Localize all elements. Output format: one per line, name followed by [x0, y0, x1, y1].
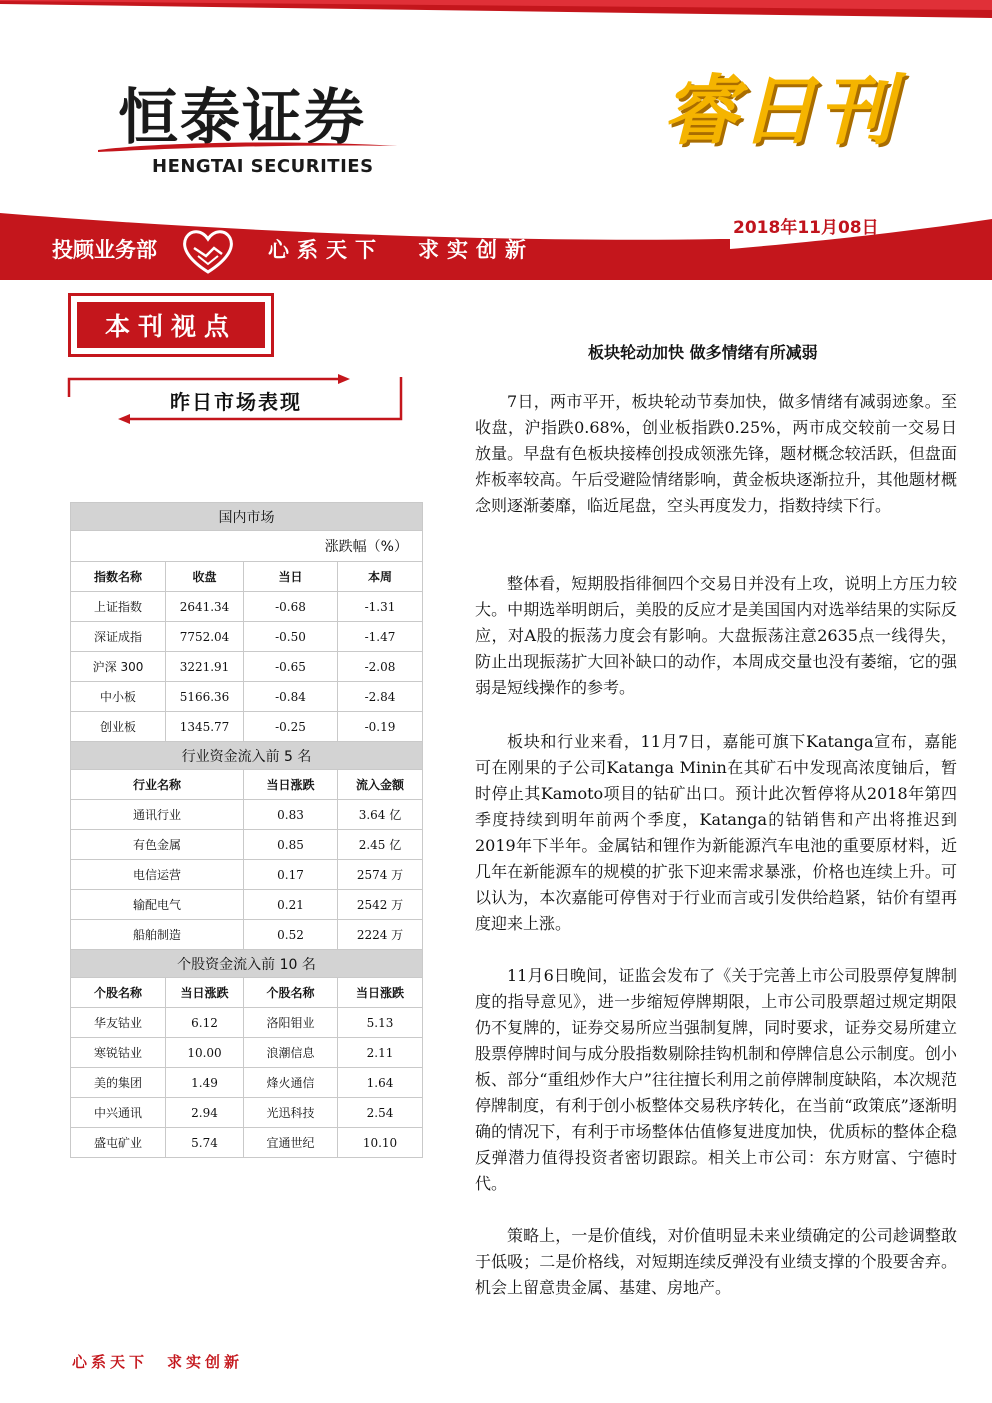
weekly-change: -0.19 — [338, 712, 423, 742]
article-paragraph: 11月6日晚间，证监会发布了《关于完善上市公司股票停复牌制度的指导意见》，进一步缩短停牌期限，上市公司股票超过规定期限仍不复牌的，证券交易所应当强制复牌，同时要求，证券交易所建立股票停牌时间与成分股指数剔除挂钩机制和停牌信息公示制度。创小板、部分“重组炒作大户”往往擅长利用之前停牌制度缺陷，本次规范停牌制度，有利于创小板整体交易秩序转化，在当前“政策底”逐渐明确的情况下，有利于市场整体估值修复进度加快，优质标的整体企稳反弹潜力值得投资者密切跟踪。相关上市公司：东方财富、宁德时代。 — [475, 966, 957, 1193]
issue-date: 2018年11月08日 — [733, 218, 879, 238]
industry-name: 输配电气 — [71, 890, 244, 920]
stock-name: 烽火通信 — [244, 1068, 338, 1098]
close-value: 2641.34 — [166, 592, 244, 622]
table-row — [71, 652, 423, 682]
daily-change: 0.17 — [244, 860, 338, 890]
table-row — [71, 622, 423, 652]
daily-change: 2.54 — [338, 1098, 423, 1128]
column-header: 本周 — [338, 562, 423, 592]
article-paragraph: 整体看，短期股指徘徊四个交易日并没有上攻，说明上方压力较大。中期选举明朗后，美股的反应才是美国国内对选举结果的实际反应，对A股的振荡力度会有影响。大盘振荡注意2635点一线得失，防止出现振荡扩大回补缺口的动作，本周成交量也没有萎缩，它的强弱是短线操作的参考。 — [475, 574, 957, 697]
weekly-change: -1.31 — [338, 592, 423, 622]
stock-name: 宜通世纪 — [244, 1128, 338, 1158]
stock-header-row — [71, 978, 423, 1008]
daily-change: 0.85 — [244, 830, 338, 860]
motto-part-2: 求实创新 — [418, 238, 534, 262]
article-paragraph: 策略上，一是价值线，对价值明显未来业绩确定的公司趁调整敢于低吸；二是价格线，对短期连续反弹没有业绩支撑的个股要舍弃。机会上留意贵金属、基建、房地产。 — [475, 1226, 957, 1297]
table-row — [71, 1038, 423, 1068]
daily-change: 5.74 — [166, 1128, 244, 1158]
daily-change: 0.21 — [244, 890, 338, 920]
stock-name: 浪潮信息 — [244, 1038, 338, 1068]
column-header: 行业名称 — [71, 770, 244, 800]
index-header-row — [71, 562, 423, 592]
index-name: 上证指数 — [71, 592, 166, 622]
close-value: 1345.77 — [166, 712, 244, 742]
inflow-amount: 2224 万 — [338, 920, 423, 950]
index-name: 创业板 — [71, 712, 166, 742]
daily-change: 2.94 — [166, 1098, 244, 1128]
column-header: 指数名称 — [71, 562, 166, 592]
article-paragraph: 板块和行业来看，11月7日，嘉能可旗下Katanga宣布，嘉能可在刚果的子公司Katanga Minin在其矿石中发现高浓度铀后，暂时停止其Kamoto项目的钴矿出口。预计此次暂停将从2018年第四季度持续到明年前两个季度，Katanga的钴销售和产出将推迟到2019年下半年。金属钴和锂作为新能源汽车电池的重要原材料，近几年在新能源车的规模的扩张下迎来需求暴涨，价格也连续上升。可以认为，本次嘉能可停售对于行业而言或引发供给趋紧，钴价有望再度迎来上涨。 — [475, 732, 957, 933]
stock-name: 华友钴业 — [71, 1008, 166, 1038]
table-row — [71, 830, 423, 860]
industry-name: 船舶制造 — [71, 920, 244, 950]
column-header: 当日涨跌 — [338, 978, 423, 1008]
stock-name: 盛屯矿业 — [71, 1128, 166, 1158]
stock-name: 洛阳钼业 — [244, 1008, 338, 1038]
industry-name: 电信运营 — [71, 860, 244, 890]
daily-change: -0.65 — [244, 652, 338, 682]
stock-name: 光迅科技 — [244, 1098, 338, 1128]
close-value: 3221.91 — [166, 652, 244, 682]
department-name: 投顾业务部 — [52, 238, 157, 262]
table-row — [71, 860, 423, 890]
stock-inflow-heading: 个股资金流入前 10 名 — [71, 950, 423, 978]
table-row — [71, 682, 423, 712]
daily-change: 5.13 — [338, 1008, 423, 1038]
table-row — [71, 1068, 423, 1098]
column-header: 流入金额 — [338, 770, 423, 800]
daily-change: 2.11 — [338, 1038, 423, 1068]
close-value: 7752.04 — [166, 622, 244, 652]
index-name: 沪深 300 — [71, 652, 166, 682]
table-row — [71, 800, 423, 830]
article-title: 板块轮动加快 做多情绪有所减弱 — [588, 343, 818, 362]
article-paragraph: 7日，两市平开，板块轮动节奏加快，做多情绪有减弱迹象。至收盘，沪指跌0.68%，创业板指跌0.25%，两市成交较前一交易日放量。早盘有色板块接棒创投成领涨先锋，题材概念较活跃，但盘面炸板率较高。午后受避险情绪影响，黄金板块逐渐拉升，其他题材概念则逐渐萎靡，临近尾盘，空头再度发力，指数持续下行。 — [475, 392, 957, 515]
industry-header-row — [71, 770, 423, 800]
daily-change: 10.10 — [338, 1128, 423, 1158]
stock-name: 中兴通讯 — [71, 1098, 166, 1128]
section-title: 本刊视点 — [104, 312, 237, 341]
table-row — [71, 920, 423, 950]
daily-change: 0.83 — [244, 800, 338, 830]
change-unit-label: 涨跌幅（%） — [71, 531, 423, 562]
inflow-amount: 2.45 亿 — [338, 830, 423, 860]
weekly-change: -2.08 — [338, 652, 423, 682]
weekly-change: -1.47 — [338, 622, 423, 652]
domestic-market-heading: 国内市场 — [71, 503, 423, 531]
column-header: 个股名称 — [71, 978, 166, 1008]
inflow-amount: 2574 万 — [338, 860, 423, 890]
handshake-heart-icon — [180, 226, 236, 276]
industry-name: 有色金属 — [71, 830, 244, 860]
close-value: 5166.36 — [166, 682, 244, 712]
weekly-change: -2.84 — [338, 682, 423, 712]
section-subtitle: 昨日市场表现 — [170, 390, 302, 414]
company-logo-text: 恒泰证券 — [118, 83, 366, 153]
table-row — [71, 1008, 423, 1038]
daily-change: -0.84 — [244, 682, 338, 712]
table-row — [71, 1098, 423, 1128]
column-header: 当日涨跌 — [166, 978, 244, 1008]
daily-change: -0.25 — [244, 712, 338, 742]
index-name: 深证成指 — [71, 622, 166, 652]
daily-change: -0.50 — [244, 622, 338, 652]
section-title-box — [68, 293, 274, 357]
market-data-table — [70, 502, 423, 1158]
table-row — [71, 712, 423, 742]
daily-change: 0.52 — [244, 920, 338, 950]
top-decoration-band — [0, 0, 992, 20]
column-header: 当日 — [244, 562, 338, 592]
industry-name: 通讯行业 — [71, 800, 244, 830]
table-row — [71, 890, 423, 920]
stock-name: 寒锐钴业 — [71, 1038, 166, 1068]
company-name-english: HENGTAI SECURITIES — [152, 156, 374, 177]
inflow-amount: 2542 万 — [338, 890, 423, 920]
column-header: 个股名称 — [244, 978, 338, 1008]
daily-change: 6.12 — [166, 1008, 244, 1038]
column-header: 当日涨跌 — [244, 770, 338, 800]
column-header: 收盘 — [166, 562, 244, 592]
index-name: 中小板 — [71, 682, 166, 712]
stock-name: 美的集团 — [71, 1068, 166, 1098]
daily-change: 1.49 — [166, 1068, 244, 1098]
daily-change: 10.00 — [166, 1038, 244, 1068]
motto-part-1: 心系天下 — [268, 238, 384, 262]
daily-change: 1.64 — [338, 1068, 423, 1098]
inflow-amount: 3.64 亿 — [338, 800, 423, 830]
industry-inflow-heading: 行业资金流入前 5 名 — [71, 742, 423, 770]
publication-title: 睿日刊 — [662, 66, 896, 155]
daily-change: -0.68 — [244, 592, 338, 622]
table-row — [71, 592, 423, 622]
table-row — [71, 1128, 423, 1158]
footer-motto: 心系天下 求实创新 — [72, 1353, 244, 1371]
